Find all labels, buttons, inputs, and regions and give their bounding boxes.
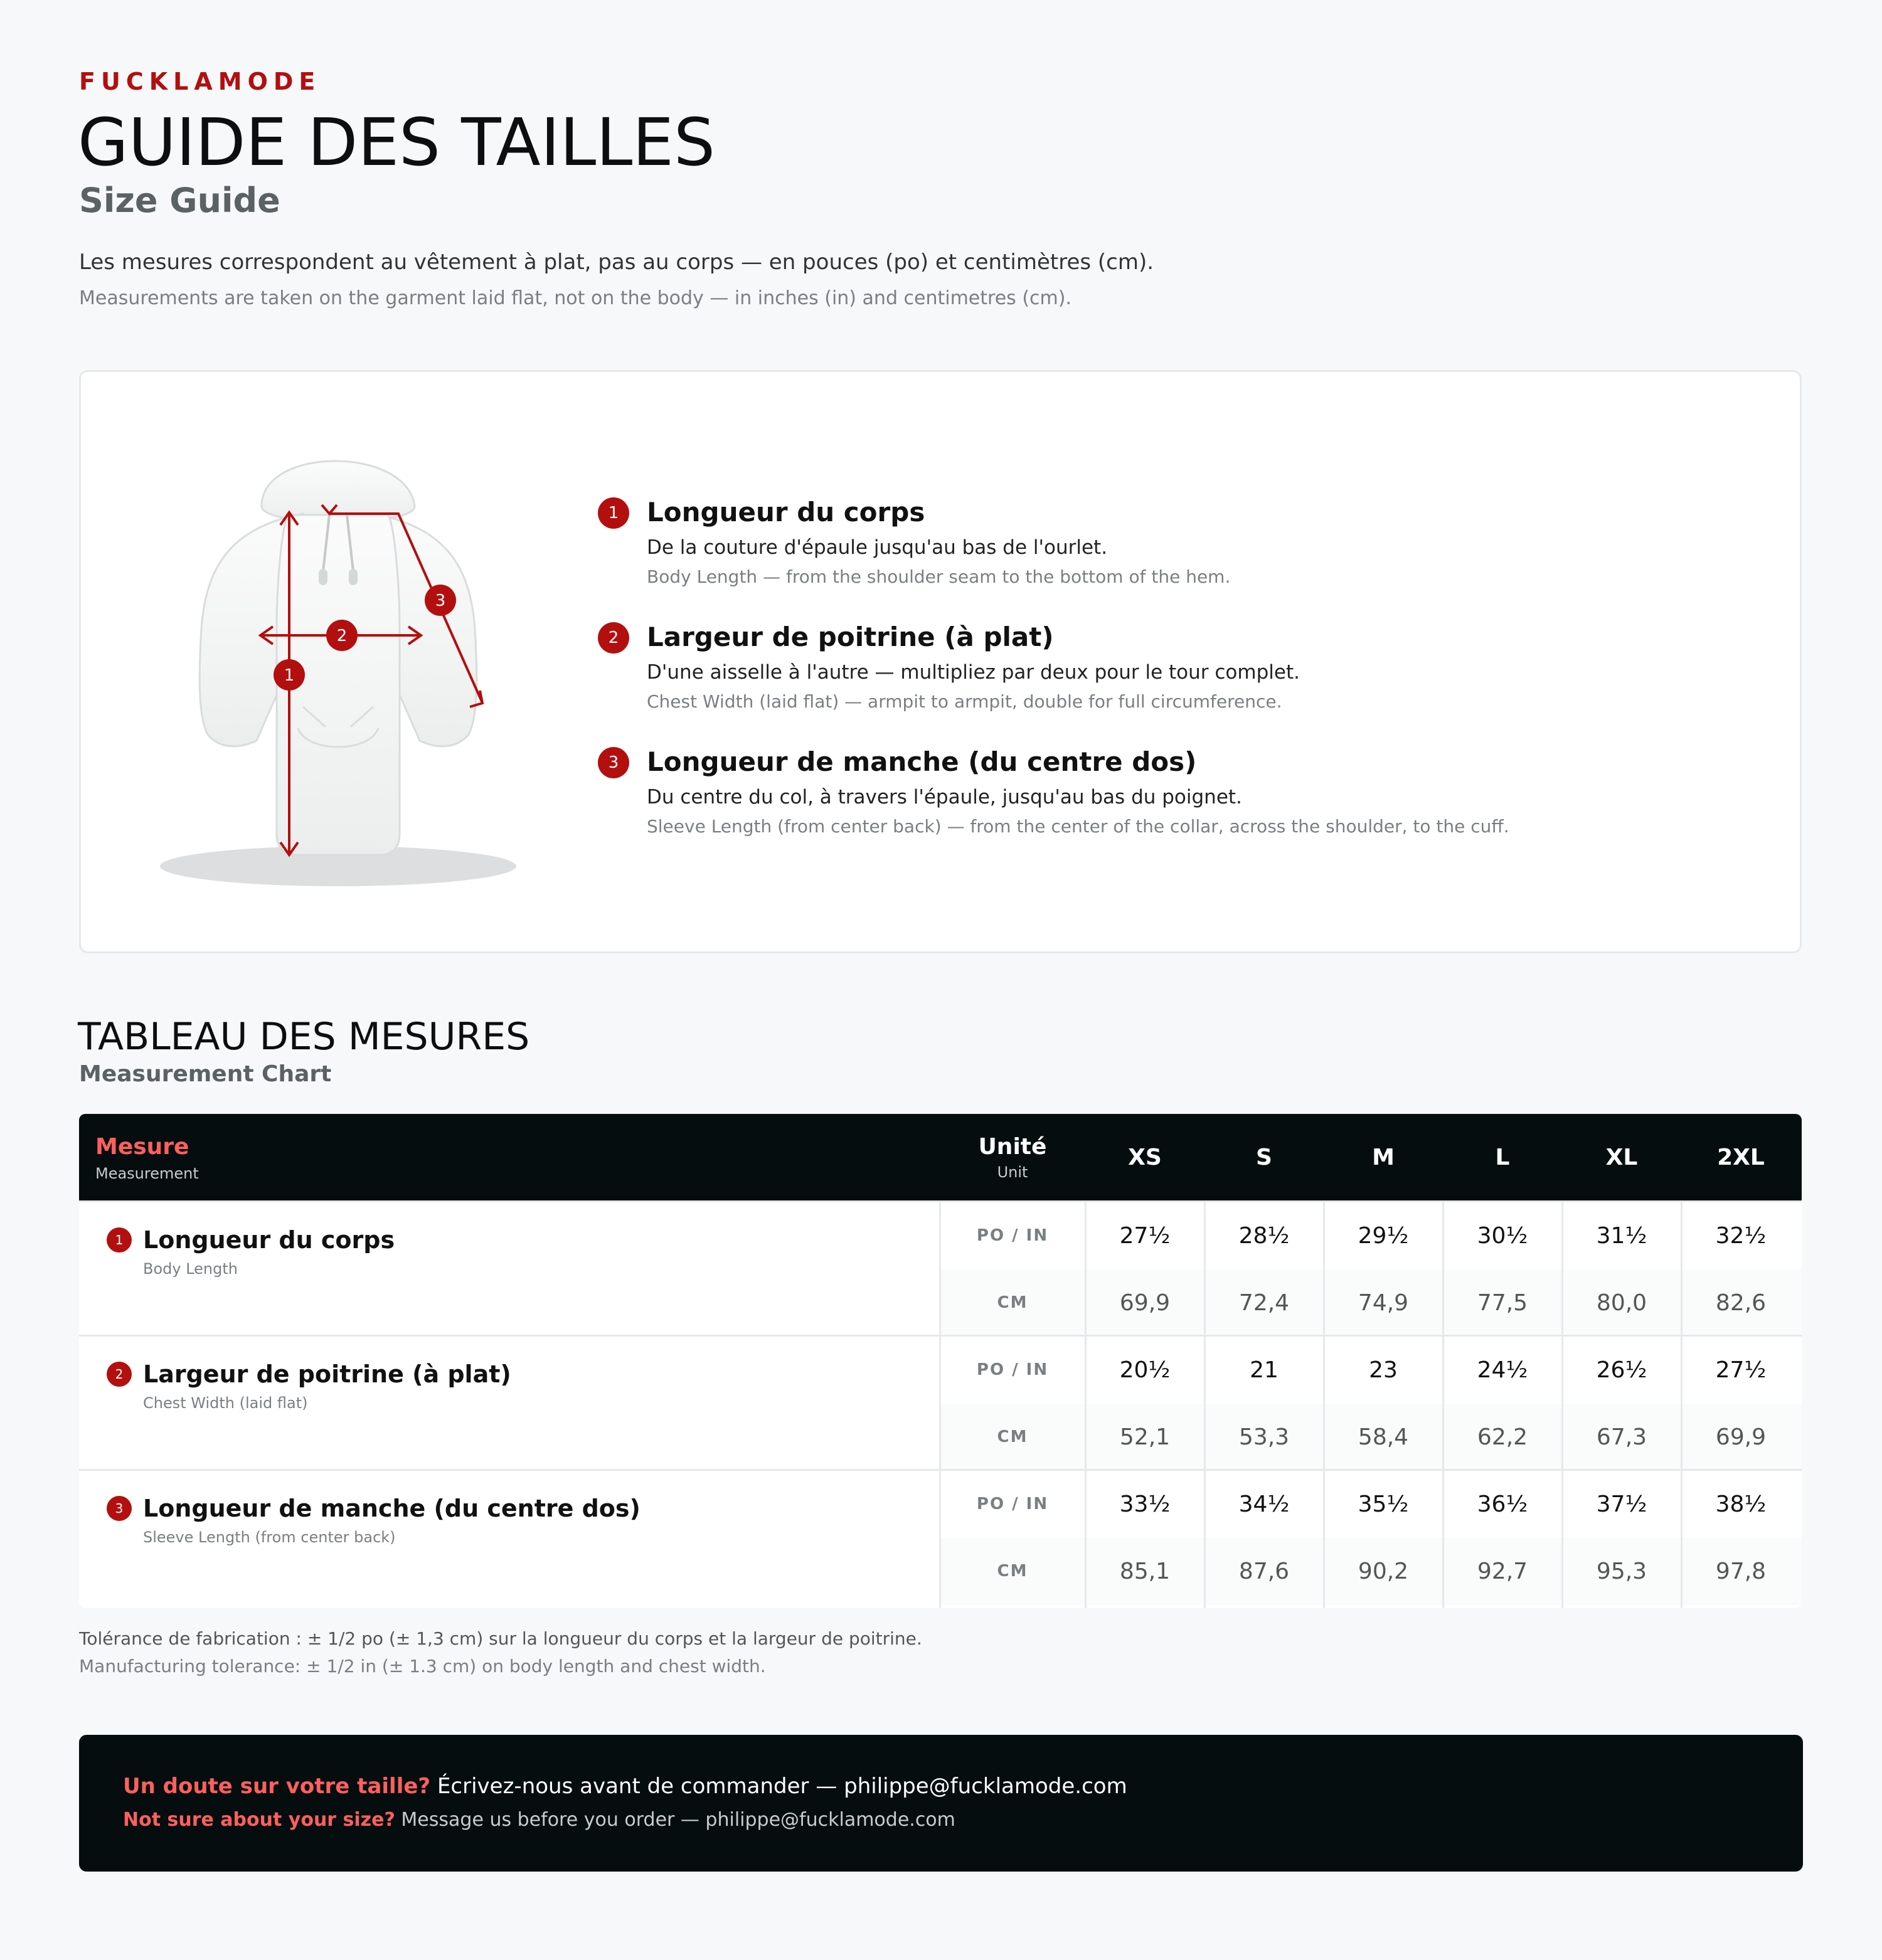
- row-number: 2: [107, 1362, 132, 1387]
- value-cm-xs: 52,1: [1119, 1424, 1171, 1450]
- chart-title: TABLEAU DES MESURES: [78, 1015, 530, 1059]
- value-cm-xs: 85,1: [1119, 1559, 1171, 1584]
- legend-description-fr: Du centre du col, à travers l'épaule, jusqu'au bas du poignet.: [647, 786, 1242, 808]
- value-cm-m: 74,9: [1358, 1290, 1409, 1316]
- marker-3: [425, 585, 456, 616]
- value-in-xs: 27½: [1119, 1223, 1171, 1249]
- legend-number: 3: [598, 747, 629, 778]
- value-cm-xl: 67,3: [1596, 1424, 1647, 1450]
- drawstring-tip-right: [349, 569, 358, 585]
- row-title-en: Sleeve Length (from center back): [143, 1528, 396, 1546]
- contact-footer: [79, 1735, 1803, 1872]
- column-divider: [1681, 1202, 1683, 1608]
- unit-inches: PO / IN: [976, 1360, 1049, 1379]
- value-cm-m: 90,2: [1358, 1559, 1409, 1584]
- row-label: [107, 1492, 641, 1546]
- legend-title: Largeur de poitrine (à plat): [647, 622, 1054, 652]
- legend-item-body-length: [598, 495, 1727, 587]
- value-in-xl: 37½: [1596, 1491, 1647, 1517]
- value-cm-l: 62,2: [1477, 1424, 1528, 1450]
- marker-1: [274, 659, 305, 691]
- header-unit-en: Unit: [997, 1163, 1028, 1181]
- marker-2-label: 2: [336, 627, 348, 645]
- contact-question-en: Not sure about your size?: [123, 1809, 395, 1831]
- value-cm-2xl: 69,9: [1715, 1424, 1767, 1450]
- unit-cm: CM: [997, 1428, 1028, 1446]
- legend-description-fr: De la couture d'épaule jusqu'au bas de l'ourlet.: [647, 536, 1108, 559]
- value-cm-s: 72,4: [1238, 1290, 1290, 1316]
- value-cm-l: 92,7: [1477, 1559, 1528, 1584]
- value-in-xs: 20½: [1119, 1357, 1171, 1383]
- intro-english: Measurements are taken on the garment laid flat, not on the body — in inches (in) and centimetres (cm).: [79, 287, 1071, 309]
- unit-inches: PO / IN: [976, 1226, 1049, 1245]
- value-in-m: 29½: [1358, 1223, 1409, 1249]
- intro-french: Les mesures correspondent au vêtement à plat, pas au corps — en pouces (po) et centimètres (cm).: [79, 250, 1154, 275]
- page-title: GUIDE DES TAILLES: [78, 104, 715, 181]
- value-in-xl: 26½: [1596, 1357, 1647, 1383]
- value-in-s: 34½: [1238, 1491, 1290, 1517]
- header-measurement-en: Measurement: [95, 1165, 199, 1182]
- row-title: Largeur de poitrine (à plat): [143, 1360, 511, 1388]
- row-number: 3: [107, 1496, 132, 1521]
- value-in-2xl: 38½: [1715, 1491, 1767, 1517]
- column-divider: [1085, 1202, 1087, 1608]
- row-title: Longueur du corps: [143, 1226, 395, 1254]
- legend-item-sleeve-length: [598, 744, 1727, 837]
- tolerance-note-en: Manufacturing tolerance: ± 1/2 in (± 1.3 cm) on body length and chest width.: [79, 1656, 766, 1677]
- value-cm-l: 77,5: [1477, 1290, 1528, 1316]
- header-size-s: S: [1256, 1145, 1272, 1170]
- tolerance-note-fr: Tolérance de fabrication : ± 1/2 po (± 1,3 cm) sur la longueur du corps et la largeur de poitrine.: [79, 1628, 922, 1649]
- contact-line-en: [123, 1809, 955, 1831]
- value-in-m: 35½: [1358, 1491, 1409, 1517]
- measurement-illustration-card: [79, 370, 1802, 953]
- legend-number: 1: [598, 497, 629, 529]
- header-size-xs: XS: [1128, 1145, 1162, 1170]
- value-in-s: 28½: [1238, 1223, 1290, 1249]
- header-size-m: M: [1372, 1145, 1395, 1170]
- column-divider: [1442, 1202, 1444, 1608]
- value-in-s: 21: [1250, 1357, 1279, 1383]
- column-divider: [939, 1202, 941, 1608]
- value-cm-xl: 95,3: [1596, 1559, 1647, 1584]
- value-cm-2xl: 82,6: [1715, 1290, 1767, 1316]
- value-in-l: 36½: [1477, 1491, 1528, 1517]
- page-subtitle: Size Guide: [79, 181, 280, 220]
- legend-description-en: Body Length — from the shoulder seam to the bottom of the hem.: [647, 566, 1231, 587]
- value-in-m: 23: [1369, 1357, 1398, 1383]
- value-in-2xl: 32½: [1715, 1223, 1767, 1249]
- row-title-en: Body Length: [143, 1260, 238, 1278]
- header-size-l: L: [1495, 1145, 1510, 1170]
- column-divider: [1204, 1202, 1206, 1608]
- row-number: 1: [107, 1227, 132, 1253]
- chart-subtitle: Measurement Chart: [79, 1061, 332, 1087]
- column-divider: [1561, 1202, 1563, 1608]
- contact-line-fr: [123, 1774, 1127, 1799]
- row-label: [107, 1224, 395, 1278]
- legend-title: Longueur du corps: [647, 497, 925, 527]
- measurement-table: [79, 1114, 1802, 1608]
- legend-item-chest-width: [598, 620, 1727, 712]
- value-cm-xl: 80,0: [1596, 1290, 1647, 1316]
- measurement-legend: [598, 495, 1727, 869]
- value-in-l: 30½: [1477, 1223, 1528, 1249]
- header-size-2xl: 2XL: [1717, 1145, 1765, 1170]
- drawstring-tip-left: [319, 569, 327, 585]
- header-measurement-fr: Mesure: [95, 1134, 189, 1160]
- legend-number: 2: [598, 622, 629, 654]
- unit-cm: CM: [997, 1562, 1028, 1581]
- value-cm-m: 58,4: [1358, 1424, 1409, 1450]
- contact-question-fr: Un doute sur votre taille?: [123, 1774, 431, 1799]
- header-measurement: [95, 1134, 199, 1182]
- value-cm-s: 87,6: [1238, 1559, 1290, 1584]
- header-size-xl: XL: [1605, 1145, 1638, 1170]
- marker-1-label: 1: [284, 666, 295, 685]
- contact-text-en: Message us before you order — philippe@fucklamode.com: [395, 1809, 955, 1831]
- unit-inches: PO / IN: [976, 1495, 1049, 1513]
- contact-text-fr: Écrivez-nous avant de commander — philippe@fucklamode.com: [430, 1774, 1127, 1799]
- hoodie-illustration: [156, 421, 545, 910]
- column-divider: [1323, 1202, 1325, 1608]
- brand-name: FUCKLAMODE: [79, 68, 321, 95]
- row-title: Longueur de manche (du centre dos): [143, 1495, 641, 1522]
- legend-description-en: Chest Width (laid flat) — armpit to armpit, double for full circumference.: [647, 691, 1282, 712]
- marker-3-label: 3: [435, 591, 446, 610]
- header-unit: [940, 1134, 1085, 1181]
- legend-description-fr: D'une aisselle à l'autre — multipliez par deux pour le tour complet.: [647, 661, 1300, 684]
- value-in-l: 24½: [1477, 1357, 1528, 1383]
- marker-2: [326, 620, 358, 651]
- legend-title: Longueur de manche (du centre dos): [647, 746, 1197, 777]
- value-in-xl: 31½: [1596, 1223, 1647, 1249]
- value-cm-xs: 69,9: [1119, 1290, 1171, 1316]
- unit-cm: CM: [997, 1293, 1028, 1312]
- legend-description-en: Sleeve Length (from center back) — from the center of the collar, across the shoulder, to the cuff.: [647, 816, 1509, 837]
- row-title-en: Chest Width (laid flat): [143, 1394, 308, 1412]
- value-cm-s: 53,3: [1238, 1424, 1290, 1450]
- row-label: [107, 1358, 511, 1412]
- value-in-xs: 33½: [1119, 1491, 1171, 1517]
- header-unit-fr: Unité: [978, 1134, 1047, 1160]
- value-cm-2xl: 97,8: [1715, 1559, 1767, 1584]
- table-header: [79, 1114, 1802, 1202]
- value-in-2xl: 27½: [1715, 1357, 1767, 1383]
